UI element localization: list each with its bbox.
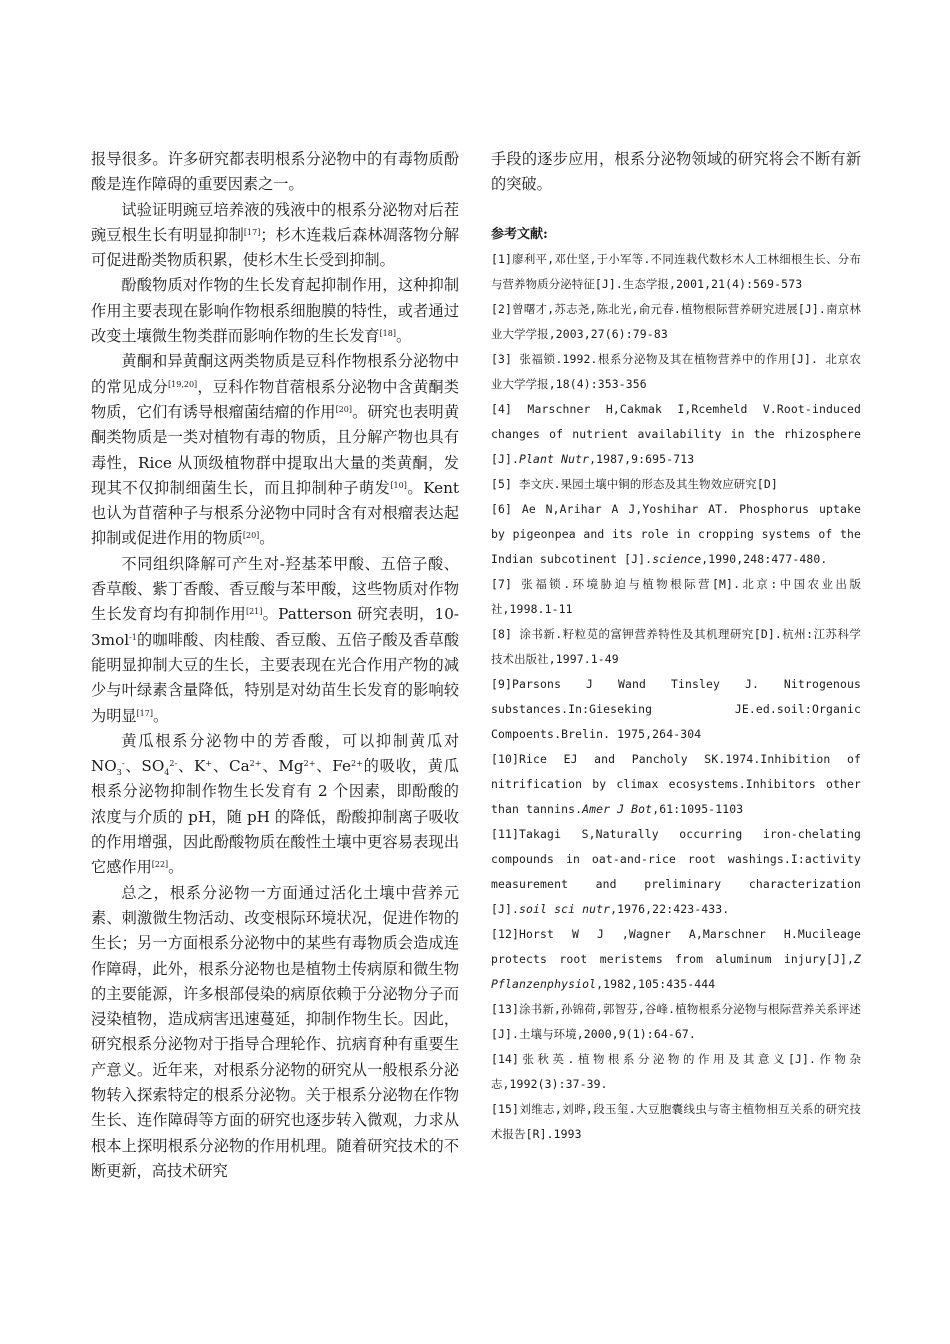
paragraph — [91, 349, 459, 551]
paragraph-text: 黄瓜根系分泌物中的芳香酸，可以抑制黄瓜对NO — [91, 731, 459, 776]
paragraph-text: 。 — [152, 706, 169, 725]
journal-name: Z Pflanzenphysiol — [491, 951, 861, 991]
ion-charge: - — [121, 759, 125, 769]
ion-charge: 2- — [169, 759, 178, 769]
paragraph-text: 。Kent 也认为苜蓿种子与根系分泌物中同时含有对根瘤表达起抑制或促进作用的物质 — [91, 478, 460, 548]
ion-charge: 2+ — [351, 759, 363, 769]
paragraph-text: 。 — [168, 858, 184, 877]
paragraph-text: 黄酮和异黄酮这两类物质是豆科作物根系分泌物中的常见成分 — [91, 352, 459, 396]
paragraph — [91, 273, 459, 349]
paragraph-text: 的吸收，黄瓜根系分泌物抑制作物生长发育有 2 个因素，即酚酸的浓度与介质的 pH，随 pH 的降低，酚酸抑制离子吸收的作用增强，因此酚酸物质在酸性土壤中更容易表现出它感作用 — [91, 757, 459, 877]
reference-item: [2]曾曙才,苏志尧,陈北光,俞元春.植物根际营养研究进展[J].南京林业大学学报,2003,27(6):79-83 — [491, 301, 861, 341]
reference-text: ,1976,22:423-433. — [610, 901, 730, 916]
reference-item: [7] 张福锁.环境胁迫与植物根际营[M].北京:中国农业出版社,1998.1-11 — [491, 576, 861, 616]
left-column — [91, 147, 459, 1184]
paragraph-text: 、Ca — [212, 757, 250, 776]
journal-name: soil sci nutr — [519, 901, 611, 916]
paragraph-text: 、K — [177, 757, 206, 776]
paragraph — [91, 198, 459, 274]
reference-text: [6] Ae N,Arihar A J,Yoshihar AT. Phosphorus uptake by pigeonpea and its role in cropping systems of the Indian subcotinent [J]. — [491, 501, 861, 566]
paragraph-text: 试验证明豌豆培养液的残液中的根系分泌物对后茬豌豆根生长有明显抑制 — [91, 200, 459, 244]
paragraph-text: 不同组织降解可产生对-羟基苯甲酸、五倍子酸、香草酸、紫丁香酸、香豆酸与苯甲酸，这些物质对作物生长发育均有抑制作用 — [91, 554, 459, 624]
reference-item — [491, 497, 861, 572]
journal-name: science — [652, 551, 702, 566]
reference-list — [491, 247, 861, 1147]
reference-text: ,1987,9:695-713 — [589, 451, 695, 466]
citation: [18] — [379, 329, 396, 339]
paragraph-text: ；杉木连栽后森林凋落物分解可促进酚类物质积累，使杉木生长受到抑制。 — [91, 225, 460, 270]
reference-item — [491, 822, 861, 922]
reference-item — [491, 747, 861, 822]
paragraph-text: ，豆科作物苜蓿根系分泌物中含黄酮类物质，它们有诱导根瘤菌结瘤的作用 — [91, 377, 460, 421]
ion-charge: + — [205, 759, 213, 769]
right-column — [491, 147, 861, 1147]
reference-item: [9]Parsons J Wand Tinsley J. Nitrogenous substances.In:Gieseking JE.ed.soil:Organic Compoents.Brelin. 1975,264-304 — [491, 676, 861, 741]
subscript: 4 — [164, 768, 170, 778]
reference-item: [3] 张福锁.1992.根系分泌物及其在植物营养中的作用[J]. 北京农业大学学报,18(4):353-356 — [491, 351, 861, 391]
ion-charge: 2+ — [249, 759, 262, 769]
journal-name: Amer J Bot — [582, 801, 653, 816]
paragraph-text: 。 — [395, 327, 412, 346]
reference-item: [15]刘维志,刘晔,段玉玺.大豆胞囊线虫与寄主植物相互关系的研究技术报告[R].1993 — [491, 1101, 861, 1141]
paragraph — [91, 147, 459, 198]
paragraph-text: 。 — [259, 529, 275, 548]
reference-item: [5] 李文庆.果园土壤中铜的形态及其生物效应研究[D] — [491, 476, 778, 491]
citation: [17] — [243, 227, 261, 237]
reference-item: [8] 涂书新.籽粒苋的富钾营养特性及其机理研究[D].杭州:江苏科学技术出版社,1997.1-49 — [491, 626, 861, 666]
paragraph — [491, 147, 861, 198]
paragraph-text: 的咖啡酸、肉桂酸、香豆酸、五倍子酸及香草酸能明显抑制大豆的生长，主要表现在光合作用产物的减少与叶绿素含量降低，特别是对幼苗生长发育的影响较为明显 — [91, 630, 459, 725]
paragraph-text: 、Fe — [315, 757, 351, 776]
reference-item: [1]廖利平,邓仕坚,于小军等.不同连栽代数杉木人工林细根生长、分布与营养物质分泌特征[J].生态学报,2001,21(4):569-573 — [491, 251, 861, 291]
reference-text: [11]Takagi S,Naturally occurring iron-chelating compounds in oat-and-rice root washings.I:activity measurement and preliminary characterization [J]. — [491, 826, 861, 916]
references-heading: 参考文献: — [491, 226, 548, 242]
reference-item: [14]张秋英.植物根系分泌物的作用及其意义[J].作物杂志,1992(3):37-39. — [491, 1051, 861, 1091]
reference-text: ,61:1095-1103 — [652, 801, 744, 816]
journal-name: Plant Nutr — [519, 451, 590, 466]
citation: [19,20] — [168, 379, 198, 389]
paragraph-text: 、SO — [124, 757, 165, 776]
paragraph-text: 报导很多。许多研究都表明根系分泌物中的有毒物质酚酸是连作障碍的重要因素之一。 — [91, 150, 459, 194]
reference-item — [491, 922, 861, 997]
citation: [10] — [390, 480, 407, 490]
reference-text: [4] Marschner H,Cakmak I,Rcemheld V.Root-induced changes of nutrient availability in the rhizosphere [J]. — [491, 401, 861, 466]
citation: [22] — [151, 860, 169, 870]
paragraph-text: 手段的逐步应用，根系分泌物领域的研究将会不断有新的突破。 — [491, 150, 861, 194]
paragraph-text: 。研究也表明黄酮类物质是一类对植物有毒的物质，且分解产物也具有毒性，Rice 从顶级植物群中提取出大量的类黄酮，发现其不仅抑制细菌生长，而且抑制种子萌发 — [91, 402, 460, 497]
ion-charge: 2+ — [303, 759, 316, 769]
reference-text: [10]Rice EJ and Pancholy SK.1974.Inhibition of nitrification by climax ecosystems.Inhibitors other than tannins. — [491, 751, 861, 816]
paragraph-text: 。Patterson 研究表明，10-3mol — [91, 605, 460, 649]
reference-text: ,1982,105:435-444 — [596, 976, 716, 991]
reference-item: [13]涂书新,孙锦荷,郭智芬,谷峰.植物根系分泌物与根际营养关系评述[J].土壤与环境,2000,9(1):64-67. — [491, 1001, 861, 1041]
reference-item — [491, 397, 861, 472]
paragraph-text: 、Mg — [261, 757, 304, 776]
citation: [21] — [245, 607, 263, 617]
subscript: 3 — [116, 768, 122, 778]
citation: [20] — [335, 404, 352, 414]
paragraph-text: 总之，根系分泌物一方面通过活化土壤中营养元素、刺激微生物活动、改变根际环境状况，促进作物的生长；另一方面根系分泌物中的某些有毒物质会造成连作障碍，此外，根系分泌物也是植物土传病原和微生物的主要能源，许多根部侵染的病原依赖于分泌物分子而浸染植物，造成病害迅速蔓延，抑制作物生长。因此，研究根系分泌物对于指导合理轮作、抗病育种有重要生产意义。近年来，对根系分泌物的研究从一般根系分泌物转入探索特定的根系分泌物。关于根系分泌物在作物生长、连作障碍等方面的研究也逐步转入微观，力求从根本上探明根系分泌物的作用机理。随着研究技术的不断更新，高技术研究 — [91, 883, 459, 1180]
reference-text: [12]Horst W J ,Wagner A,Marschner H.Mucileage protects root meristems from aluminum injury[J], — [491, 926, 861, 966]
paragraph — [91, 729, 459, 881]
paragraph — [91, 552, 459, 729]
paragraph-text: 酚酸物质对作物的生长发育起抑制作用，这种抑制作用主要表现在影响作物根系细胞膜的特性，或者通过改变土壤微生物类群而影响作物的生长发育 — [91, 276, 459, 346]
citation: [17] — [136, 708, 153, 718]
paragraph — [91, 881, 459, 1185]
citation: [20] — [242, 531, 260, 541]
reference-text: ,1990,248:477-480. — [701, 551, 828, 566]
exponent: -1 — [129, 632, 137, 642]
